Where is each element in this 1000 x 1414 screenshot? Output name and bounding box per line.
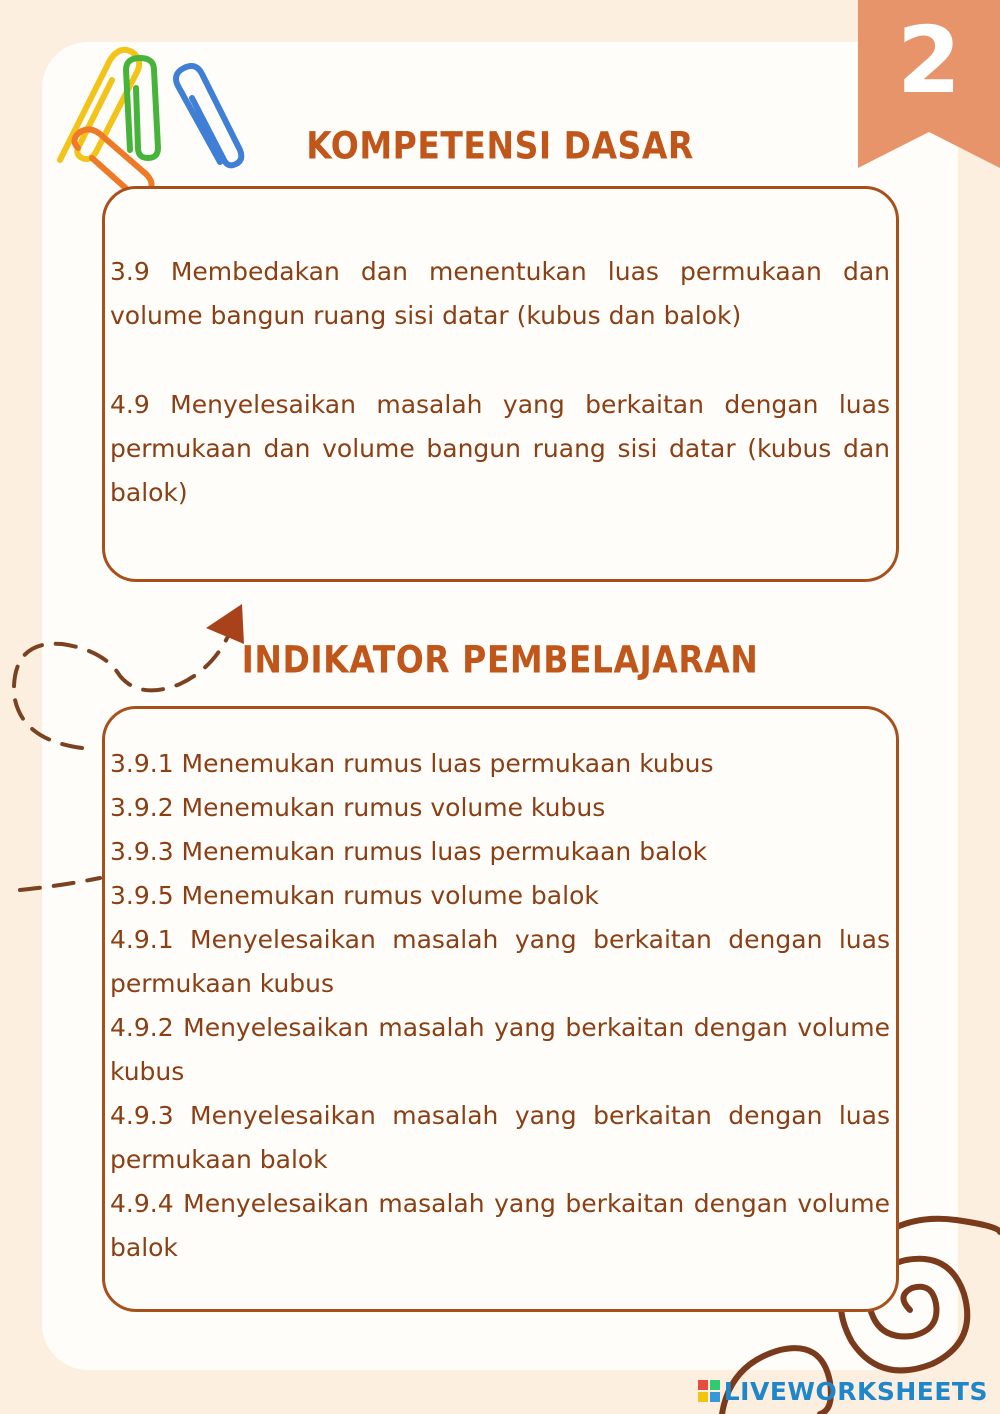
- indikator-item: 4.9.1 Menyelesaikan masalah yang berkaitan dengan luas permukaan kubus: [110, 925, 890, 998]
- indikator-item: 4.9.4 Menyelesaikan masalah yang berkaitan dengan volume balok: [110, 1189, 890, 1262]
- liveworksheets-watermark: [698, 1376, 988, 1406]
- kompetensi-item: 3.9 Membedakan dan menentukan luas permukaan dan volume bangun ruang sisi datar (kubus dan balok): [110, 257, 890, 330]
- liveworksheets-logo-icon: [698, 1380, 720, 1402]
- indikator-item: 3.9.2 Menemukan rumus volume kubus: [110, 793, 606, 822]
- section-title-kompetensi-dasar: KOMPETENSI DASAR: [306, 123, 694, 168]
- section-title-indikator-pembelajaran: INDIKATOR PEMBELAJARAN: [241, 637, 759, 682]
- indikator-item: 4.9.3 Menyelesaikan masalah yang berkaitan dengan luas permukaan balok: [110, 1101, 890, 1174]
- watermark-text: LIVEWORKSHEETS: [723, 1376, 988, 1406]
- indikator-item: 3.9.1 Menemukan rumus luas permukaan kubus: [110, 749, 714, 778]
- indikator-item: 3.9.3 Menemukan rumus luas permukaan balok: [110, 837, 708, 866]
- indikator-item: 3.9.5 Menemukan rumus volume balok: [110, 881, 599, 910]
- kompetensi-item: 4.9 Menyelesaikan masalah yang berkaitan dengan luas permukaan dan volume bangun ruang sisi datar (kubus dan balok): [110, 390, 890, 507]
- indikator-list: [110, 742, 890, 1270]
- page-number: 2: [896, 7, 961, 114]
- indikator-item: 4.9.2 Menyelesaikan masalah yang berkaitan dengan volume kubus: [110, 1013, 890, 1086]
